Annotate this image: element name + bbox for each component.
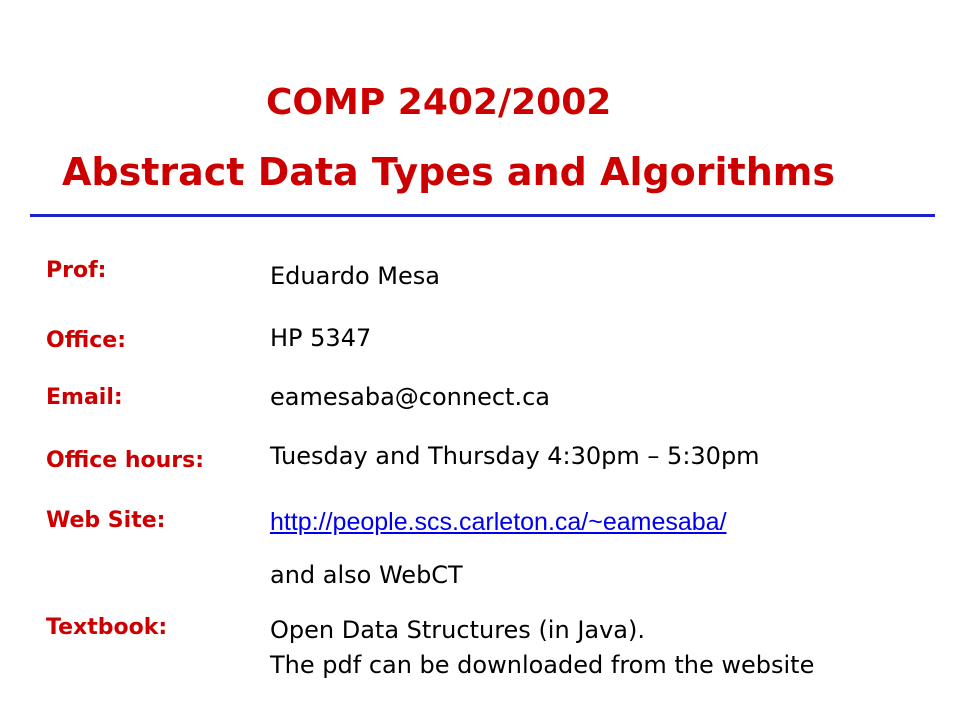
title-divider [30,214,935,217]
office-label: Office: [46,328,126,353]
textbook-label: Textbook: [46,615,168,640]
office-hours-value: Tuesday and Thursday 4:30pm – 5:30pm [270,442,760,470]
office-value: HP 5347 [270,324,372,352]
course-name-title: Abstract Data Types and Algorithms [62,150,835,194]
prof-value: Eduardo Mesa [270,262,440,290]
email-value: eamesaba@connect.ca [270,383,550,411]
webct-note: and also WebCT [270,561,463,589]
textbook-title: Open Data Structures (in Java). [270,616,645,644]
email-label: Email: [46,385,123,410]
course-code-title: COMP 2402/2002 [266,82,612,123]
website-link[interactable]: http://people.scs.carleton.ca/~eamesaba/ [270,508,727,536]
web-site-label: Web Site: [46,508,166,533]
textbook-note: The pdf can be downloaded from the website [270,651,815,679]
office-hours-label: Office hours: [46,448,205,473]
prof-label: Prof: [46,258,107,283]
